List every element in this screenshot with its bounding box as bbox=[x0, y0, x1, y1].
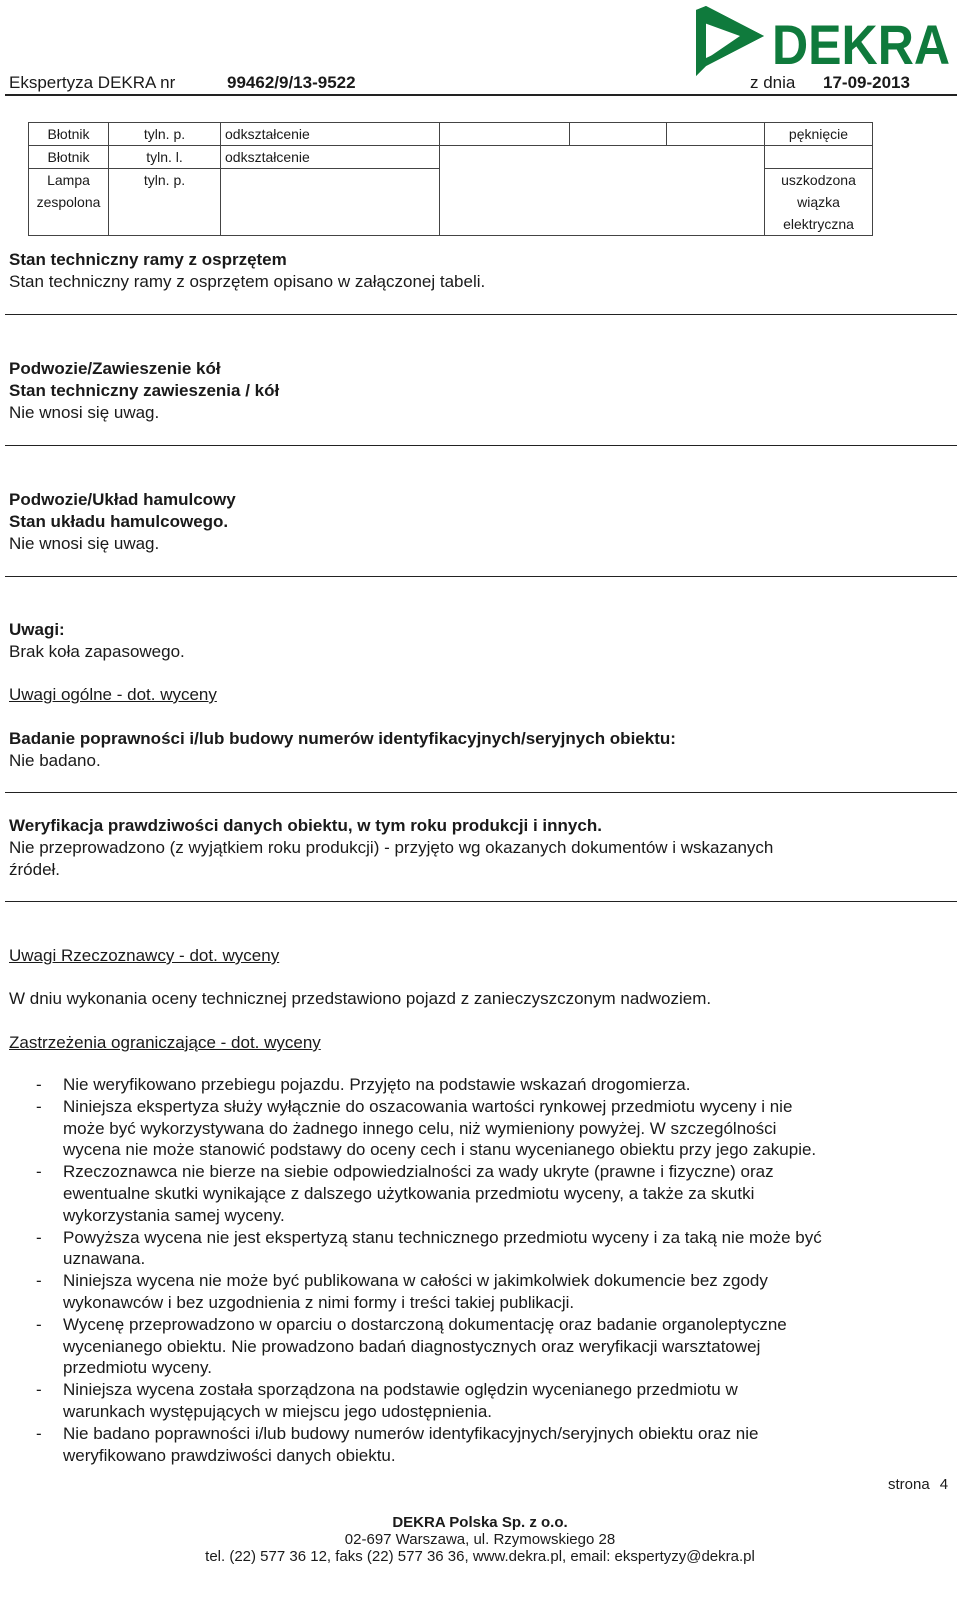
footer-company: DEKRA Polska Sp. z o.o. bbox=[392, 1514, 568, 1531]
list-item-line: ewentualne skutki wynikające z dalszego użytkowania przedmiotu wyceny, a także za skutki bbox=[63, 1183, 755, 1203]
footer-contact: tel. (22) 577 36 12, faks (22) 577 36 36, www.dekra.pl, email: ekspertyzy@dekra.pl bbox=[205, 1548, 755, 1565]
frame-text: Stan techniczny ramy z osprzętem opisano w załączonej tabeli. bbox=[9, 272, 486, 291]
side-cell: tyln. p. bbox=[109, 123, 221, 146]
list-item-line: uznawana. bbox=[63, 1249, 146, 1269]
empty-cell bbox=[440, 146, 570, 169]
note-cell: pęknięcie bbox=[765, 123, 873, 146]
empty-cell bbox=[667, 123, 765, 146]
list-item bbox=[9, 1161, 954, 1226]
list-item-line: Niniejsza wycena została sporządzona na podstawie oględzin wycenianego przedmiotu w bbox=[63, 1380, 738, 1400]
page-number bbox=[888, 1476, 948, 1493]
list-item-line: Niniejsza ekspertyza służy wyłącznie do oszacowania wartości rynkowej przedmiotu wyceny i nie bbox=[63, 1096, 793, 1116]
remarks-text: Brak koła zapasowego. bbox=[9, 642, 185, 661]
list-bullet: - bbox=[36, 1271, 42, 1291]
date-label: z dnia bbox=[750, 73, 796, 92]
section-divider bbox=[5, 314, 957, 315]
list-item bbox=[9, 1074, 954, 1096]
list-item-line: Powyższa wycena nie jest ekspertyzą stanu technicznego przedmiotu wyceny i za taką nie może być bbox=[63, 1227, 822, 1247]
list-item-line: Wycenę przeprowadzono w oparciu o dostarczoną dokumentację oraz badanie organoleptyczne bbox=[63, 1314, 787, 1334]
part-cell: Błotnik bbox=[29, 123, 109, 146]
footer bbox=[0, 1514, 960, 1565]
table-row bbox=[29, 146, 873, 169]
report-number: 99462/9/13-9522 bbox=[227, 73, 356, 92]
empty-cell bbox=[570, 169, 667, 236]
general-remarks-heading: Uwagi ogólne - dot. wyceny bbox=[9, 685, 217, 704]
damage-table bbox=[28, 122, 873, 236]
id-check-text: Nie badano. bbox=[9, 751, 101, 770]
verification-text-line: źródeł. bbox=[9, 860, 61, 879]
table-row bbox=[29, 123, 873, 146]
list-item-line: wycenianego obiektu. Nie prowadzono badań diagnostycznych oraz weryfikacji warsztatowej bbox=[63, 1336, 761, 1356]
report-header bbox=[9, 70, 957, 94]
side-cell: tyln. p. bbox=[109, 169, 221, 236]
part-cell: Błotnik bbox=[29, 146, 109, 169]
list-item-line: wykonawców i bez uzgodnienia z nimi formy i treści takiej publikacji. bbox=[63, 1292, 575, 1312]
page-value: 4 bbox=[939, 1476, 949, 1493]
list-item bbox=[9, 1379, 954, 1423]
list-item-line: Nie weryfikowano przebiegu pojazdu. Przyjęto na podstawie wskazań drogomierza. bbox=[63, 1075, 691, 1094]
frame-heading: Stan techniczny ramy z osprzętem bbox=[9, 250, 287, 269]
list-item bbox=[9, 1314, 954, 1379]
list-bullet: - bbox=[36, 1096, 42, 1116]
list-bullet: - bbox=[36, 1380, 42, 1400]
list-item-line: przedmiotu wyceny. bbox=[63, 1358, 212, 1378]
damage-cell: odkształcenie bbox=[221, 123, 440, 146]
remarks-heading: Uwagi: bbox=[9, 620, 65, 639]
empty-cell bbox=[667, 169, 765, 236]
side-cell: tyln. l. bbox=[109, 146, 221, 169]
section-divider bbox=[5, 792, 957, 793]
empty-cell bbox=[570, 146, 667, 169]
note-cell: uszkodzona wiązka elektryczna bbox=[765, 169, 873, 236]
list-bullet: - bbox=[36, 1075, 42, 1094]
list-item-line: Nie badano poprawności i/lub budowy numerów identyfikacyjnych/seryjnych obiektu oraz nie bbox=[63, 1423, 759, 1443]
list-item-line: wykorzystania samej wyceny. bbox=[63, 1205, 285, 1225]
list-bullet: - bbox=[36, 1162, 42, 1182]
list-item bbox=[9, 1096, 954, 1161]
table-row bbox=[29, 169, 873, 236]
list-bullet: - bbox=[36, 1227, 42, 1247]
dekra-logo-text: DEKRA bbox=[772, 13, 950, 76]
brakes-text: Nie wnosi się uwag. bbox=[9, 534, 160, 553]
list-item-line: weryfikowano prawdziwości danych obiektu. bbox=[63, 1445, 396, 1465]
suspension-text: Nie wnosi się uwag. bbox=[9, 403, 160, 422]
suspension-subheading: Stan techniczny zawieszenia / kół bbox=[9, 381, 280, 400]
brakes-subheading: Stan układu hamulcowego. bbox=[9, 512, 229, 531]
dekra-logo bbox=[696, 6, 956, 78]
list-item-line: Niniejsza wycena nie może być publikowana w całości w jakimkolwiek dokumencie bez zgody bbox=[63, 1271, 768, 1291]
footer-address: 02-697 Warszawa, ul. Rzymowskiego 28 bbox=[344, 1531, 616, 1548]
list-item-line: wycena nie może stanowić podstawy do oceny cech i stanu wycenianego obiektu przy jego zakupie. bbox=[63, 1140, 817, 1160]
expert-remarks-heading: Uwagi Rzeczoznawcy - dot. wyceny bbox=[9, 946, 280, 965]
restrictions-list bbox=[9, 1074, 954, 1466]
empty-cell bbox=[440, 123, 570, 146]
report-label: Ekspertyza DEKRA nr bbox=[9, 73, 176, 92]
list-item-line: Rzeczoznawca nie bierze na siebie odpowiedzialności za wady ukryte (prawne i fizyczne) oraz bbox=[63, 1162, 774, 1182]
page-label: strona bbox=[888, 1476, 930, 1493]
part-cell: Lampa zespolona bbox=[29, 169, 109, 236]
section-divider bbox=[5, 576, 957, 577]
damage-cell: odkształcenie bbox=[221, 146, 440, 169]
verification-text-line: Nie przeprowadzono (z wyjątkiem roku produkcji) - przyjęto wg okazanych dokumentów i wskazanych bbox=[9, 838, 774, 857]
list-item-line: może być wykorzystywana do żadnego innego celu, niż wymieniony powyżej. W szczególności bbox=[63, 1118, 777, 1138]
empty-cell bbox=[440, 169, 570, 236]
restrictions-heading: Zastrzeżenia ograniczające - dot. wyceny bbox=[9, 1033, 321, 1052]
report-date: 17-09-2013 bbox=[823, 73, 910, 92]
id-check-heading: Badanie poprawności i/lub budowy numerów identyfikacyjnych/seryjnych obiektu: bbox=[9, 729, 676, 748]
list-item bbox=[9, 1423, 954, 1467]
list-item bbox=[9, 1227, 954, 1271]
empty-cell bbox=[667, 146, 765, 169]
suspension-heading: Podwozie/Zawieszenie kół bbox=[9, 359, 221, 378]
verification-heading: Weryfikacja prawdziwości danych obiektu, w tym roku produkcji i innych. bbox=[9, 816, 602, 835]
header-divider bbox=[5, 94, 957, 96]
empty-cell bbox=[570, 123, 667, 146]
expert-remarks-text: W dniu wykonania oceny technicznej przedstawiono pojazd z zanieczyszczonym nadwoziem. bbox=[9, 989, 712, 1008]
list-item-line: warunkach występujących w miejscu jego udostępnienia. bbox=[63, 1401, 493, 1421]
damage-cell bbox=[221, 169, 440, 236]
list-bullet: - bbox=[36, 1423, 42, 1443]
note-cell bbox=[765, 146, 873, 169]
brakes-heading: Podwozie/Układ hamulcowy bbox=[9, 490, 236, 509]
list-bullet: - bbox=[36, 1314, 42, 1334]
section-divider bbox=[5, 445, 957, 446]
list-item bbox=[9, 1270, 954, 1314]
section-divider bbox=[5, 901, 957, 902]
